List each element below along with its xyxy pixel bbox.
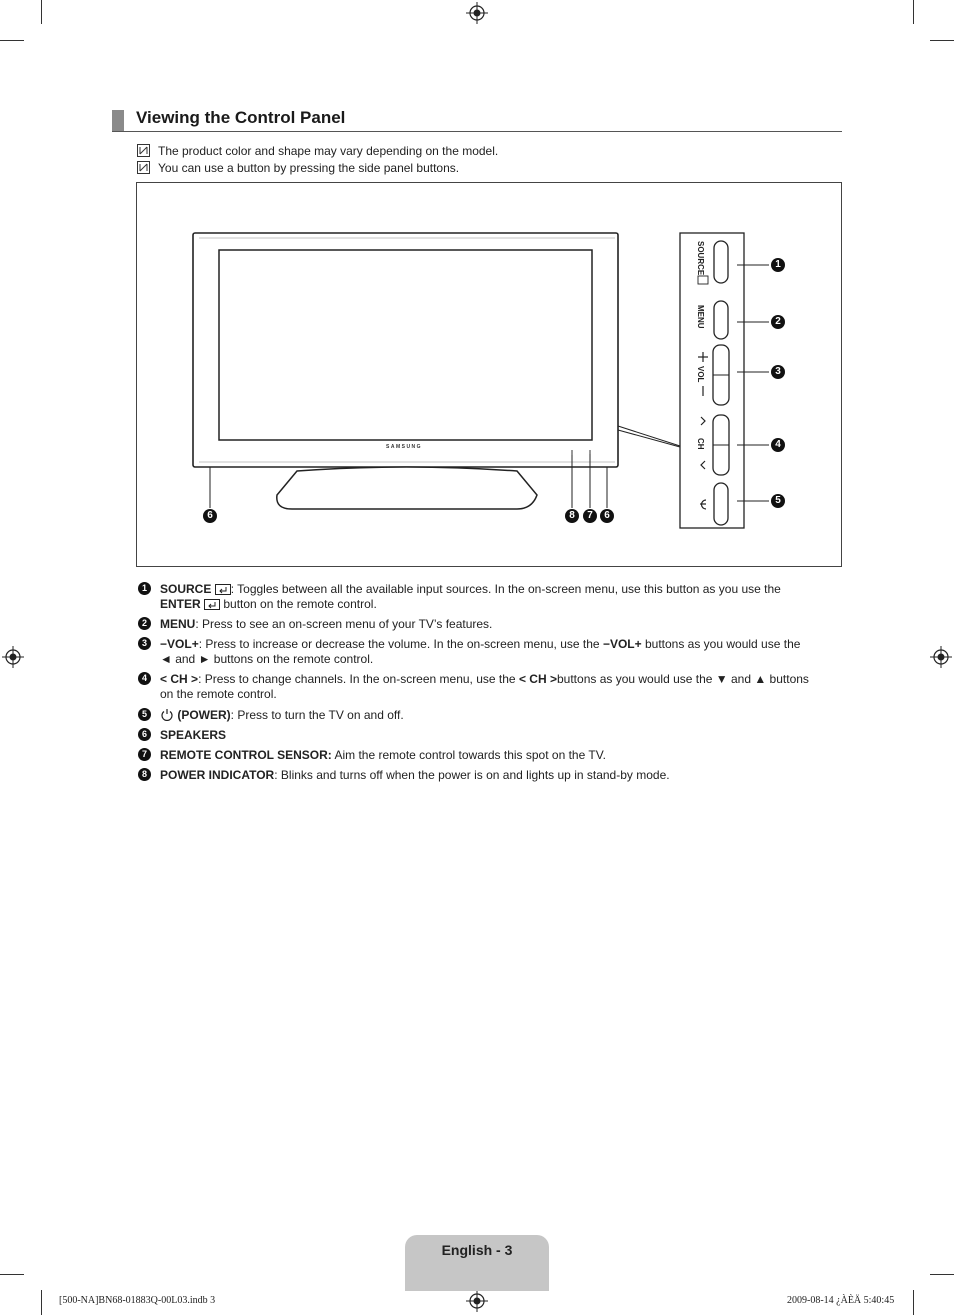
crop-mark xyxy=(930,40,954,41)
note-text: You can use a button by pressing the side panel buttons. xyxy=(158,161,460,175)
callout-2: 2 xyxy=(771,315,785,329)
callout-6: 6 xyxy=(203,509,217,523)
description-label: SOURCE xyxy=(160,582,212,596)
description-text: : Press to increase or decrease the volume. In the on-screen menu, use the xyxy=(198,637,600,651)
description-text: ◄ and ► buttons on the remote control. xyxy=(160,652,374,666)
callout-5: 5 xyxy=(771,494,785,508)
registration-mark-icon xyxy=(466,1290,488,1312)
description-number: 5 xyxy=(138,708,151,721)
page-title: Viewing the Control Panel xyxy=(136,108,346,127)
registration-mark-icon xyxy=(930,646,952,668)
note-item xyxy=(137,144,498,158)
title-rule xyxy=(112,131,842,132)
enter-icon xyxy=(204,599,220,610)
description-item xyxy=(138,748,848,763)
description-label: VOL xyxy=(609,637,635,651)
tv-illustration xyxy=(137,183,841,566)
description-item: 3 −VOL+: Press to increase or decrease the volume. In the on-screen menu, use the −VOL+ buttons as you would use the ◄ and ► buttons on the remote control. xyxy=(138,637,848,667)
description-item xyxy=(138,617,848,632)
panel-label-vol: VOL xyxy=(696,366,705,383)
description-text: on the remote control. xyxy=(160,687,277,701)
print-slug-right: 2009-08-14 ¿ÀÈÄ 5:40:45 xyxy=(787,1295,895,1306)
description-number: 7 xyxy=(138,748,151,761)
note-icon xyxy=(137,161,150,174)
description-label: REMOTE CONTROL SENSOR: xyxy=(160,748,332,762)
description-text: buttons as you would use the ▼ and ▲ buttons xyxy=(557,672,809,686)
callout-7: 7 xyxy=(583,509,597,523)
power-icon xyxy=(160,708,174,721)
description-text: : Press to change channels. In the on-screen menu, use the xyxy=(198,672,516,686)
registration-mark-icon xyxy=(2,646,24,668)
description-item xyxy=(138,768,848,783)
tv-brand-label: SAMSUNG xyxy=(386,444,423,450)
crop-mark xyxy=(930,1274,954,1275)
description-label: CH xyxy=(170,672,188,686)
crop-mark xyxy=(913,0,914,24)
description-item xyxy=(138,708,848,723)
title-marker xyxy=(112,110,124,132)
description-label: VOL xyxy=(167,637,192,651)
note-icon xyxy=(137,144,150,157)
description-label: ENTER xyxy=(160,597,201,611)
callout-8: 8 xyxy=(565,509,579,523)
description-item xyxy=(138,728,848,743)
description-text: : Toggles between all the available input sources. In the on-screen menu, use this button as you use the xyxy=(230,582,781,596)
description-number: 4 xyxy=(138,672,151,685)
description-number: 2 xyxy=(138,617,151,630)
crop-mark xyxy=(913,1290,914,1315)
description-text: button on the remote control. xyxy=(220,597,377,611)
callout-6: 6 xyxy=(600,509,614,523)
description-number: 1 xyxy=(138,582,151,595)
enter-icon xyxy=(215,584,231,595)
description-label: MENU xyxy=(160,617,196,631)
description-item: 4 < CH >: Press to change channels. In the on-screen menu, use the < CH >buttons as you would use the ▼ and ▲ buttons on the remote control. xyxy=(138,672,848,702)
description-text: Aim the remote control towards this spot on the TV. xyxy=(331,748,606,762)
panel-label-menu: MENU xyxy=(696,305,705,329)
crop-mark xyxy=(41,0,42,24)
page-number: English - 3 xyxy=(441,1242,513,1258)
crop-mark xyxy=(41,1290,42,1315)
description-item xyxy=(138,582,848,612)
panel-label-ch: CH xyxy=(696,438,705,450)
description-text: : Press to see an on-screen menu of your TV’s features. xyxy=(195,617,493,631)
callout-3: 3 xyxy=(771,365,785,379)
print-slug-left: [500-NA]BN68-01883Q-00L03.indb 3 xyxy=(59,1295,216,1306)
description-text: : Press to turn the TV on and off. xyxy=(230,708,404,722)
panel-label-source: SOURCE xyxy=(696,241,705,276)
description-text: : Blinks and turns off when the power is on and lights up in stand-by mode. xyxy=(274,768,670,782)
description-text: buttons as you would use the xyxy=(641,637,801,651)
crop-mark xyxy=(0,40,24,41)
description-number: 8 xyxy=(138,768,151,781)
note-item xyxy=(137,161,459,175)
crop-mark xyxy=(0,1274,24,1275)
callout-4: 4 xyxy=(771,438,785,452)
description-label: CH xyxy=(529,672,547,686)
description-number: 6 xyxy=(138,728,151,741)
description-label: (POWER) xyxy=(177,708,231,722)
registration-mark-icon xyxy=(466,2,488,24)
control-panel-figure xyxy=(136,182,842,567)
description-label: POWER INDICATOR xyxy=(160,768,275,782)
note-text: The product color and shape may vary depending on the model. xyxy=(158,144,499,158)
callout-1: 1 xyxy=(771,258,785,272)
description-number: 3 xyxy=(138,637,151,650)
description-label: SPEAKERS xyxy=(160,728,227,742)
